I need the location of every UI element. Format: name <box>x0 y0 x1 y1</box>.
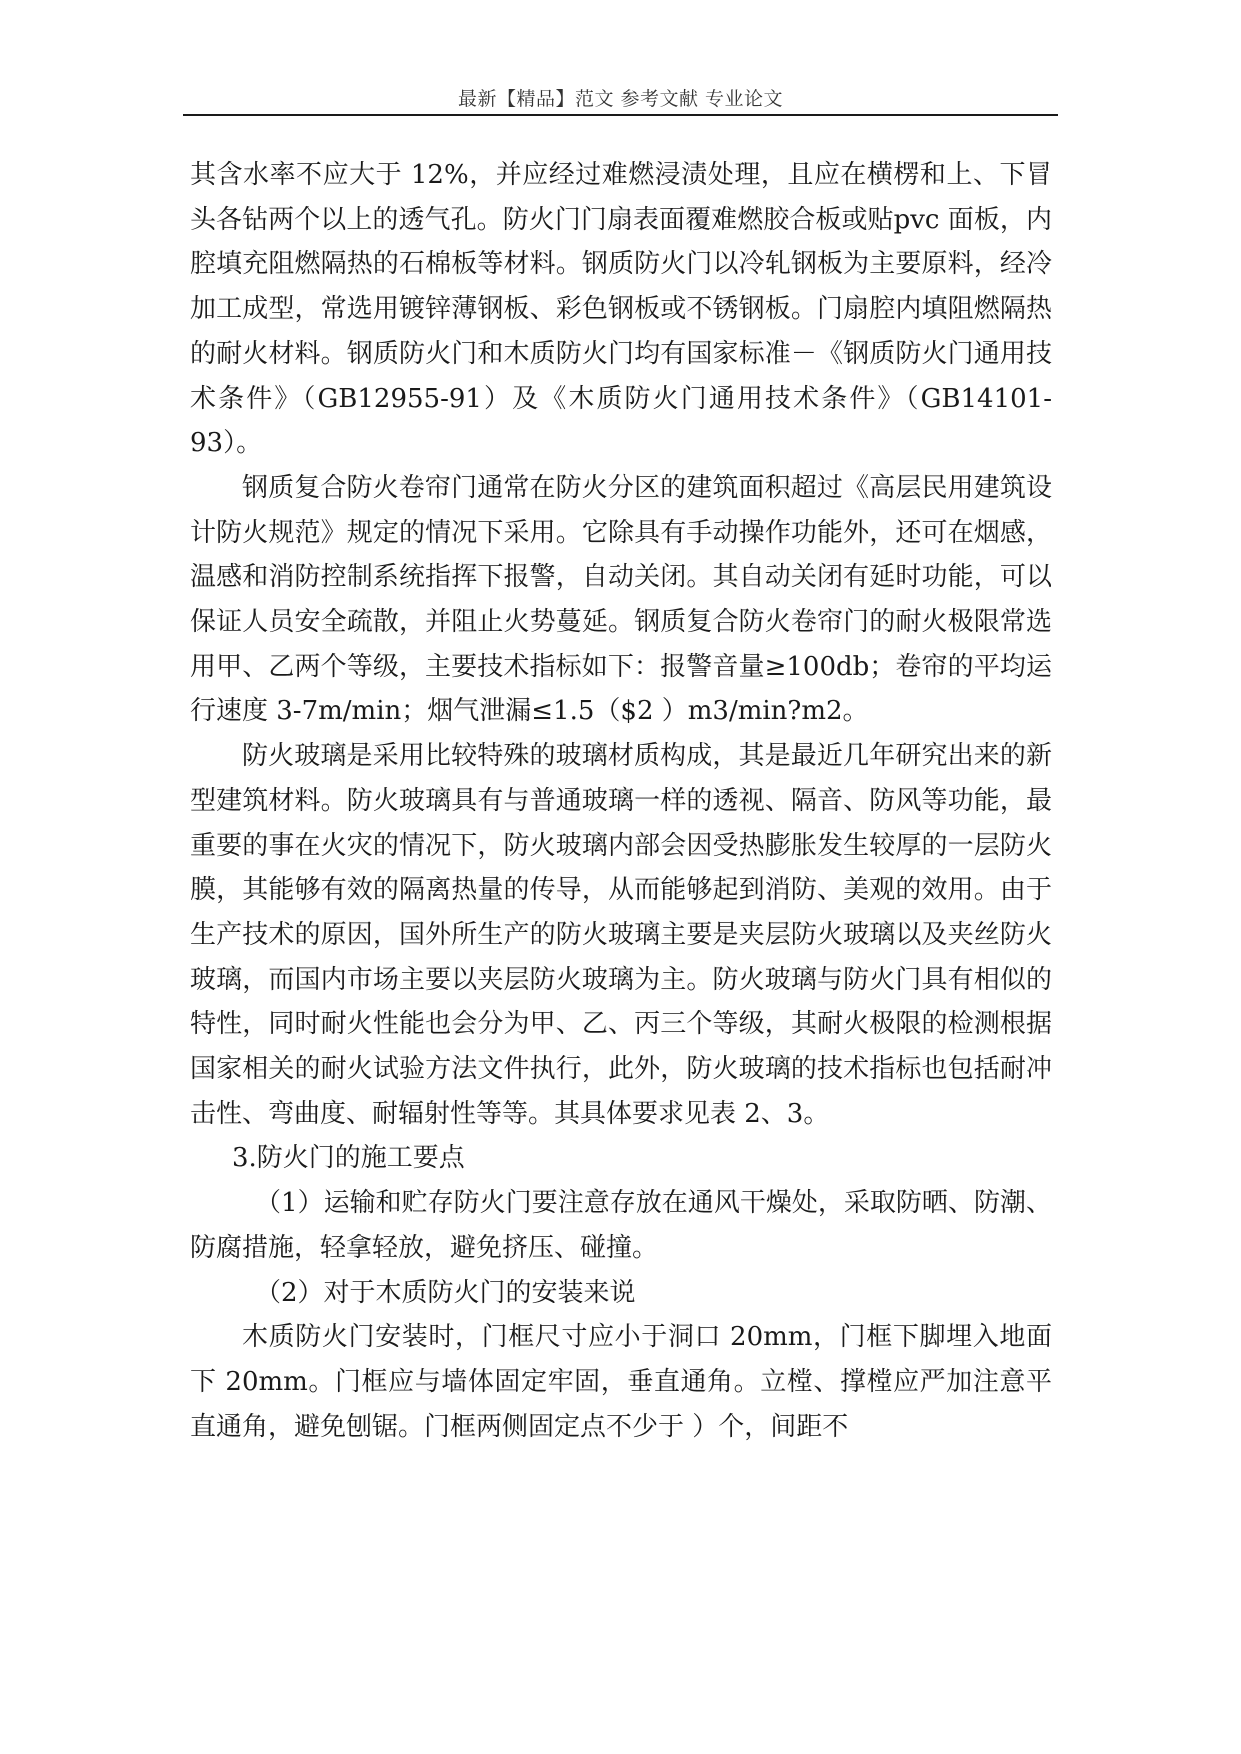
paragraph-fire-door-materials: 其含水率不应大于 12%，并应经过难燃浸渍处理，且应在横楞和上、下冒头各钻两个以上的透气孔。防火门门扇表面覆难燃胶合板或贴pvc 面板，内腔填充阻燃隔热的石棉板等材料。钢质防火门以冷轧钢板为主要原料，经冷加工成型，常选用镀锌薄钢板、彩色钢板或不锈钢板。门扇腔内填阻燃隔热的耐火材料。钢质防火门和木质防火门均有国家标准－《钢质防火门通用技术条件》（GB12955-91）及《木质防火门通用技术条件》（GB14101-93）。 <box>190 160 1052 459</box>
header-divider <box>183 114 1058 116</box>
subheading-wood-door: （2）对于木质防火门的安装来说 <box>255 1277 636 1308</box>
paragraph-storage: （1）运输和贮存防火门要注意存放在通风干燥处，采取防晒、防潮、防腐措施，轻拿轻放，避免挤压、碰撞。 <box>190 1188 1052 1263</box>
section-heading-construction: 3.防火门的施工要点 <box>232 1143 465 1174</box>
paragraph-wood-door-install: 木质防火门安装时，门框尺寸应小于洞口 20mm，门框下脚埋入地面下 20mm。门框应与墙体固定牢固，垂直通角。立樘、撑樘应严加注意平直通角，避免刨锯。门框两侧固定点不少于 ）个，间距不 <box>190 1322 1052 1442</box>
paragraph-rolling-shutter: 钢质复合防火卷帘门通常在防火分区的建筑面积超过《高层民用建筑设计防火规范》规定的情况下采用。它除具有手动操作功能外，还可在烟感，温感和消防控制系统指挥下报警，自动关闭。其自动关闭有延时功能，可以保证人员安全疏散，并阻止火势蔓延。钢质复合防火卷帘门的耐火极限常选用甲、乙两个等级，主要技术指标如下：报警音量≥100db；卷帘的平均运行速度 3-7m/min；烟气泄漏≤1.5（$2 ）m3/min?m2。 <box>190 472 1052 727</box>
paragraph-fire-glass: 防火玻璃是采用比较特殊的玻璃材质构成，其是最近几年研究出来的新型建筑材料。防火玻璃具有与普通玻璃一样的透视、隔音、防风等功能，最重要的事在火灾的情况下，防火玻璃内部会因受热膨胀发生较厚的一层防火膜，其能够有效的隔离热量的传导，从而能够起到消防、美观的效用。由于生产技术的原因，国外所生产的防火玻璃主要是夹层防火玻璃以及夹丝防火玻璃，而国内市场主要以夹层防火玻璃为主。防火玻璃与防火门具有相似的特性，同时耐火性能也会分为甲、乙、丙三个等级，其耐火极限的检测根据国家相关的耐火试验方法文件执行，此外，防火玻璃的技术指标也包括耐冲击性、弯曲度、耐辐射性等等。其具体要求见表 2、3。 <box>190 741 1052 1129</box>
page-header: 最新【精品】范文 参考文献 专业论文 <box>457 88 784 110</box>
document-body <box>190 153 1052 1449</box>
